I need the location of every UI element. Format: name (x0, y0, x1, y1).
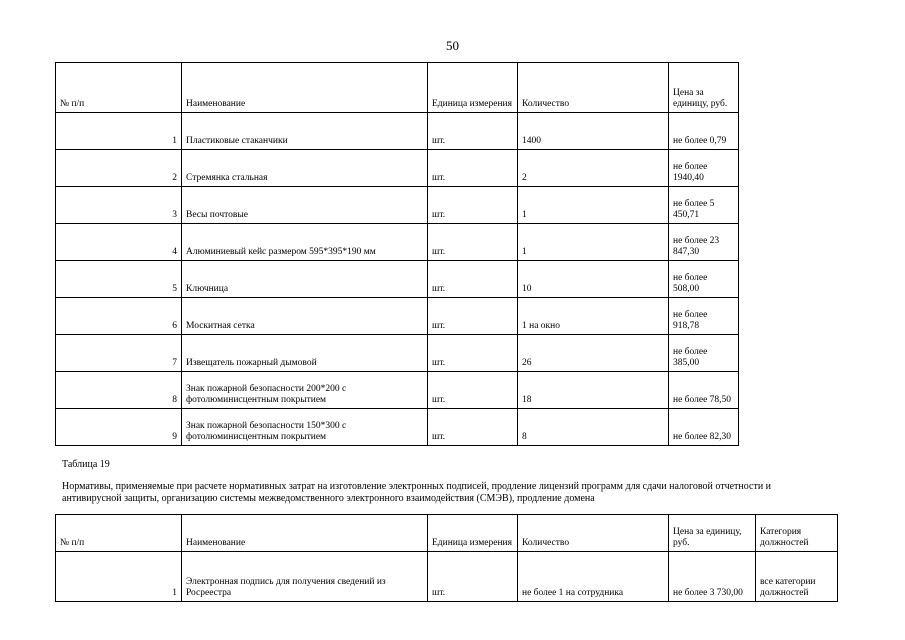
cell-num: 8 (56, 372, 182, 409)
header-num: № п/п (56, 63, 182, 113)
cell-price: не более 82,30 (669, 409, 739, 446)
table-header-row (56, 63, 739, 113)
header-unit: Единица измерения (428, 63, 518, 113)
header-qty: Количество (518, 63, 669, 113)
cell-name: Извещатель пожарный дымовой (182, 335, 428, 372)
cell-unit: шт. (428, 261, 518, 298)
header-qty: Количество (518, 515, 669, 552)
cell-qty: 1 (518, 224, 669, 261)
cell-name: Москитная сетка (182, 298, 428, 335)
header-name: Наименование (182, 63, 428, 113)
cell-num: 3 (56, 187, 182, 224)
cell-num: 5 (56, 261, 182, 298)
cell-num: 9 (56, 409, 182, 446)
cell-price: не более 918,78 (669, 298, 739, 335)
cell-num: 1 (56, 552, 182, 602)
table-row (56, 150, 739, 187)
cell-name: Весы почтовые (182, 187, 428, 224)
cell-num: 1 (56, 113, 182, 150)
header-unit: Единица измерения (428, 515, 518, 552)
cell-unit: шт. (428, 372, 518, 409)
table-row (56, 187, 739, 224)
cell-price: не более 5 450,71 (669, 187, 739, 224)
cell-category: все категории должностей (756, 552, 838, 602)
table-row (56, 261, 739, 298)
cell-unit: шт. (428, 298, 518, 335)
norms-table-items (55, 62, 739, 446)
table-row (56, 372, 739, 409)
cell-price: не более 1940,40 (669, 150, 739, 187)
cell-qty: 26 (518, 335, 669, 372)
header-category: Категория должностей (756, 515, 838, 552)
cell-name: Знак пожарной безопасности 200*200 с фотолюминисцентным покрытием (182, 372, 428, 409)
cell-qty: 1 (518, 187, 669, 224)
table-row (56, 552, 838, 602)
cell-name: Алюминиевый кейс размером 595*395*190 мм (182, 224, 428, 261)
cell-price: не более 0,79 (669, 113, 739, 150)
cell-qty: 18 (518, 372, 669, 409)
cell-name: Знак пожарной безопасности 150*300 с фотолюминисцентным покрытием (182, 409, 428, 446)
header-num: № п/п (56, 515, 182, 552)
cell-price: не более 23 847,30 (669, 224, 739, 261)
cell-name: Пластиковые стаканчики (182, 113, 428, 150)
table-row (56, 113, 739, 150)
cell-price: не более 508,00 (669, 261, 739, 298)
cell-name: Стремянка стальная (182, 150, 428, 187)
cell-qty: 1400 (518, 113, 669, 150)
cell-unit: шт. (428, 409, 518, 446)
cell-num: 2 (56, 150, 182, 187)
cell-price: не более 78,50 (669, 372, 739, 409)
table-caption: Таблица 19 (62, 459, 110, 470)
table-row (56, 298, 739, 335)
cell-unit: шт. (428, 187, 518, 224)
cell-unit: шт. (428, 224, 518, 261)
cell-unit: шт. (428, 113, 518, 150)
cell-num: 6 (56, 298, 182, 335)
header-name: Наименование (182, 515, 428, 552)
cell-qty: 10 (518, 261, 669, 298)
page-number: 50 (446, 38, 459, 53)
cell-num: 4 (56, 224, 182, 261)
cell-name: Ключница (182, 261, 428, 298)
cell-num: 7 (56, 335, 182, 372)
cell-unit: шт. (428, 150, 518, 187)
header-price: Цена за единицу, руб. (669, 515, 756, 552)
cell-unit: шт. (428, 335, 518, 372)
cell-unit: шт. (428, 552, 518, 602)
table-row (56, 224, 739, 261)
cell-qty: не более 1 на сотрудника (518, 552, 669, 602)
table-row (56, 409, 739, 446)
table-row (56, 335, 739, 372)
cell-qty: 8 (518, 409, 669, 446)
header-price: Цена за единицу, руб. (669, 63, 739, 113)
table-description: Нормативы, применяемые при расчете нормативных затрат на изготовление электронных подписей, продление лицензий программ для сдачи налоговой отчетности и антивирусной защиты, организацию системы межведомственного электронного взаимодействия (СМЭВ), продление домена (62, 481, 772, 504)
cell-price: не более 385,00 (669, 335, 739, 372)
cell-qty: 2 (518, 150, 669, 187)
cell-qty: 1 на окно (518, 298, 669, 335)
table-header-row (56, 515, 838, 552)
cell-price: не более 3 730,00 (669, 552, 756, 602)
cell-name: Электронная подпись для получения сведений из Росреестра (182, 552, 428, 602)
norms-table-digital-signature (55, 514, 838, 602)
